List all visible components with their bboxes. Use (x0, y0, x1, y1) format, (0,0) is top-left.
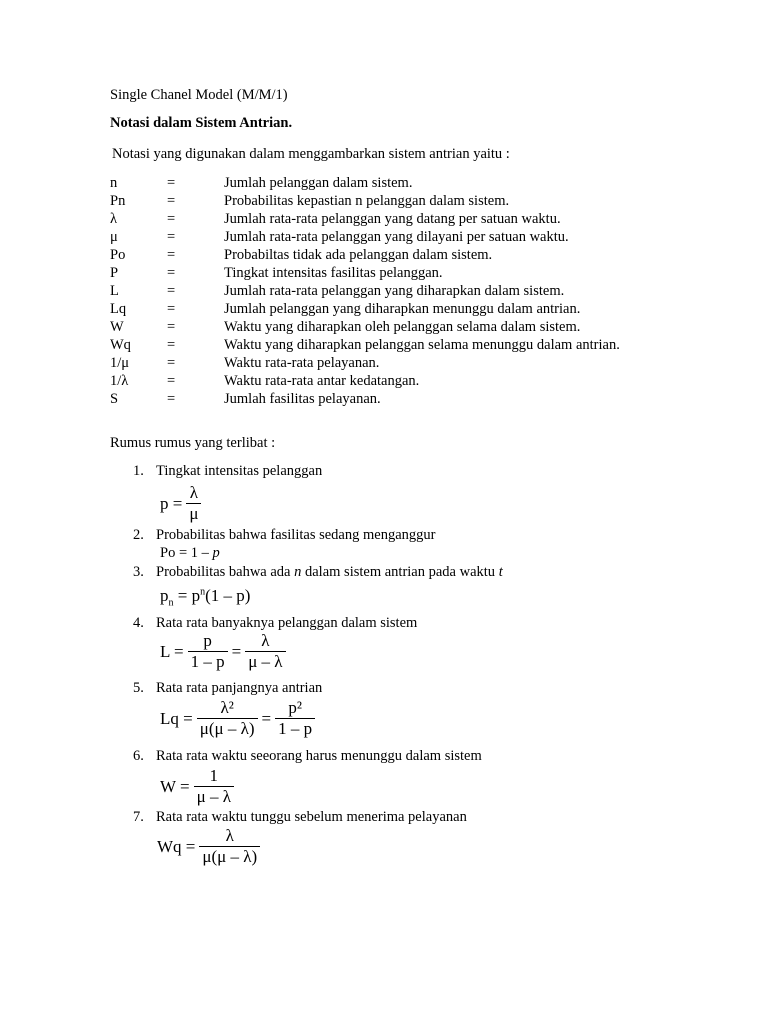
notation-def: Jumlah pelanggan dalam sistem. (224, 175, 413, 191)
notation-eq: = (167, 355, 176, 371)
formula-po (160, 544, 220, 562)
notation-sym: 1/λ (110, 373, 129, 389)
fraction (245, 631, 285, 672)
notation-def: Jumlah rata-rata pelanggan yang dilayani per satuan waktu. (224, 229, 569, 245)
numerator: λ (189, 483, 199, 502)
notation-sym: Wq (110, 337, 131, 353)
denominator: μ(μ – λ) (199, 846, 260, 867)
formula-lhs: L = (160, 641, 184, 661)
notation-sym: μ (110, 229, 118, 245)
formula-lq (160, 698, 315, 739)
numerator: p² (288, 698, 302, 717)
notation-sym: n (110, 175, 118, 191)
notation-eq: = (167, 373, 176, 389)
model-heading: Single Chanel Model (M/M/1) (110, 87, 288, 103)
notation-def: Jumlah fasilitas pelayanan. (224, 391, 381, 407)
denominator: μ – λ (194, 786, 234, 807)
notation-def: Tingkat intensitas fasilitas pelanggan. (224, 265, 443, 281)
notation-eq: = (167, 175, 176, 191)
fraction (188, 631, 228, 672)
equals: = (231, 641, 242, 661)
formula-wq (157, 826, 260, 867)
notation-eq: = (167, 247, 176, 263)
denominator: μ (186, 503, 201, 524)
numerator: 1 (209, 766, 218, 785)
notation-eq: = (167, 283, 176, 299)
notation-sym: λ (110, 211, 118, 227)
denominator: μ – λ (245, 651, 285, 672)
notation-eq: = (167, 301, 176, 317)
item-text: Rata rata waktu tunggu sebelum menerima pelayanan (156, 809, 467, 825)
notation-def: Probabiltas tidak ada pelanggan dalam sistem. (224, 247, 493, 263)
po-lhs: Po = 1 – (160, 545, 213, 561)
notation-def: Waktu yang diharapkan pelanggan selama menunggu dalam antrian. (224, 337, 620, 353)
fraction (194, 766, 234, 807)
formula-l (160, 631, 286, 672)
fraction (197, 698, 258, 739)
text-part: Probabilitas bahwa ada (156, 564, 295, 580)
notation-def: Waktu yang diharapkan oleh pelanggan selama dalam sistem. (224, 319, 581, 335)
item-text: Rata rata waktu seeorang harus menunggu dalam sistem (156, 748, 482, 764)
item-number: 5. (133, 680, 144, 696)
fraction (275, 698, 315, 739)
notation-sym: Pn (110, 193, 126, 209)
notation-eq: = (167, 193, 176, 209)
item-number: 1. (133, 463, 144, 479)
notation-def: Jumlah pelanggan yang diharapkan menunggu dalam antrian. (224, 301, 581, 317)
intro-text: Notasi yang digunakan dalam menggambarkan sistem antrian yaitu : (112, 146, 510, 162)
pn-rest: (1 – p) (205, 586, 251, 605)
formula-lhs: p = (160, 493, 183, 513)
text-italic: n (294, 564, 302, 580)
notation-def: Probabilitas kepastian n pelanggan dalam sistem. (224, 193, 510, 209)
formula-w (160, 766, 234, 807)
item-number: 3. (133, 564, 144, 580)
numerator: λ² (220, 698, 234, 717)
item-number: 7. (133, 809, 144, 825)
item-number: 2. (133, 527, 144, 543)
notation-sym: W (110, 319, 124, 335)
item-text: Rata rata banyaknya pelanggan dalam sistem (156, 615, 418, 631)
denominator: 1 – p (188, 651, 228, 672)
pn-sup: n (200, 586, 206, 598)
pn-eq: = p (177, 586, 201, 605)
notation-eq: = (167, 229, 176, 245)
fraction (199, 826, 260, 867)
notation-def: Waktu rata-rata pelayanan. (224, 355, 380, 371)
item-number: 4. (133, 615, 144, 631)
item-text: Tingkat intensitas pelanggan (156, 463, 323, 479)
notation-eq: = (167, 265, 176, 281)
notation-def: Jumlah rata-rata pelanggan yang diharapkan dalam sistem. (224, 283, 565, 299)
item-number: 6. (133, 748, 144, 764)
po-var: p (212, 545, 220, 561)
notation-sym: Lq (110, 301, 127, 317)
equals: = (261, 708, 272, 728)
denominator: 1 – p (275, 718, 315, 739)
formula-lhs: Lq = (160, 708, 193, 728)
notation-def: Waktu rata-rata antar kedatangan. (224, 373, 420, 389)
notation-heading: Notasi dalam Sistem Antrian. (110, 115, 293, 131)
notation-sym: 1/μ (110, 355, 130, 371)
pn-base: p (160, 586, 169, 605)
notation-def: Jumlah rata-rata pelanggan yang datang per satuan waktu. (224, 211, 561, 227)
notation-eq: = (167, 391, 176, 407)
formula-pn (160, 586, 250, 608)
notation-sym: P (110, 265, 119, 281)
notation-sym: L (110, 283, 119, 299)
notation-eq: = (167, 211, 176, 227)
text-italic: t (498, 564, 503, 580)
item-text: Probabilitas bahwa fasilitas sedang menganggur (156, 527, 436, 543)
numerator: λ (225, 826, 234, 845)
item-text: Rata rata panjangnya antrian (156, 680, 323, 696)
formula-lhs: Wq = (157, 836, 196, 856)
notation-sym: Po (110, 247, 126, 263)
formulas-heading: Rumus rumus yang terlibat : (110, 435, 276, 451)
pn-sub: n (168, 597, 174, 609)
numerator: λ (261, 631, 270, 650)
formula-lhs: W = (160, 776, 190, 796)
notation-sym: S (110, 391, 119, 407)
notation-eq: = (167, 337, 176, 353)
notation-eq: = (167, 319, 176, 335)
item-text (156, 563, 503, 581)
denominator: μ(μ – λ) (197, 718, 258, 739)
fraction (186, 483, 201, 524)
text-part: dalam sistem antrian pada waktu (301, 564, 499, 580)
numerator: p (203, 631, 212, 650)
formula-intensity (160, 483, 201, 524)
